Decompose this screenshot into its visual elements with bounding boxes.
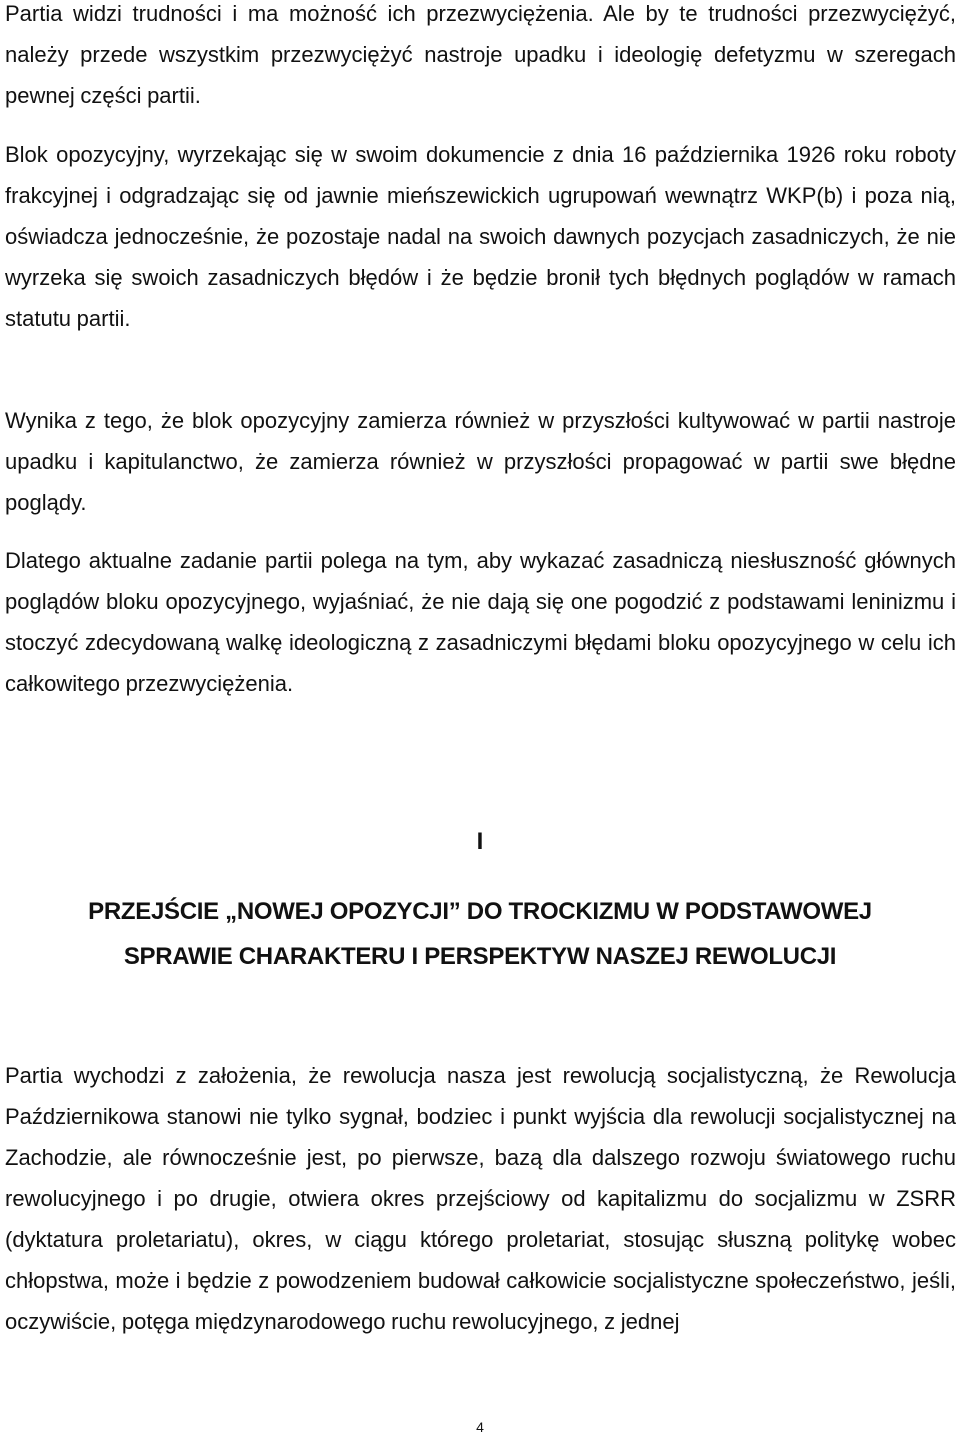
section-heading (0, 889, 960, 979)
body-paragraph: Wynika z tego, że blok opozycyjny zamierza również w przyszłości kultywować w partii nastroje upadku i kapitulanctwo, że zamierza również w przyszłości propagować w partii swe błędne poglądy. (5, 408, 956, 515)
section-number: I (476, 828, 484, 855)
section-heading-line: SPRAWIE CHARAKTERU I PERSPEKTYW NASZEJ REWOLUCJI (123, 943, 837, 970)
body-paragraph: Blok opozycyjny, wyrzekając się w swoim dokumencie z dnia 16 października 1926 roku roboty frakcyjnej i odgradzając się od jawnie mieńszewickich ugrupowań wewnątrz WKP(b) i poza nią, oświadcza jednocześnie, że pozostaje nadal na swoich dawnych pozycjach zasadniczych, że nie wyrzeka się swoich zasadniczych błędów i że będzie bronił tych błędnych poglądów w ramach statutu partii. (5, 142, 956, 331)
page-number: 4 (476, 1419, 484, 1435)
body-paragraph: Partia widzi trudności i ma możność ich przezwyciężenia. Ale by te trudności przezwyciężyć, należy przede wszystkim przezwyciężyć nastroje upadku i ideologię defetyzmu w szeregach pewnej części partii. (5, 1, 956, 108)
body-paragraph: Dlatego aktualne zadanie partii polega na tym, aby wykazać zasadniczą niesłuszność głównych poglądów bloku opozycyjnego, wyjaśniać, że nie dają się one pogodzić z podstawami leninizmu i stoczyć zdecydowaną walkę ideologiczną z zasadniczymi błędami bloku opozycyjnego w celu ich całkowitego przezwyciężenia. (5, 548, 956, 696)
body-paragraph: Partia wychodzi z założenia, że rewolucja nasza jest rewolucją socjalistyczną, że Rewolucja Październikowa stanowi nie tylko sygnał, bodziec i punkt wyjścia dla rewolucji socjalistycznej na Zachodzie, ale równocześnie jest, po pierwsze, bazą dla dalszego rozwoju światowego ruchu rewolucyjnego i po drugie, otwiera okres przejściowy od kapitalizmu do socjalizmu w ZSRR (dyktatura proletariatu), okres, w ciągu którego proletariat, stosując słuszną politykę wobec chłopstwa, może i będzie z powodzeniem budował całkowicie socjalistyczne społeczeństwo, jeśli, oczywiście, potęga międzynarodowego ruchu rewolucyjnego, z jednej (5, 1063, 956, 1334)
section-heading-line: PRZEJŚCIE „NOWEJ OPOZYCJI” DO TROCKIZMU W PODSTAWOWEJ (88, 898, 872, 925)
